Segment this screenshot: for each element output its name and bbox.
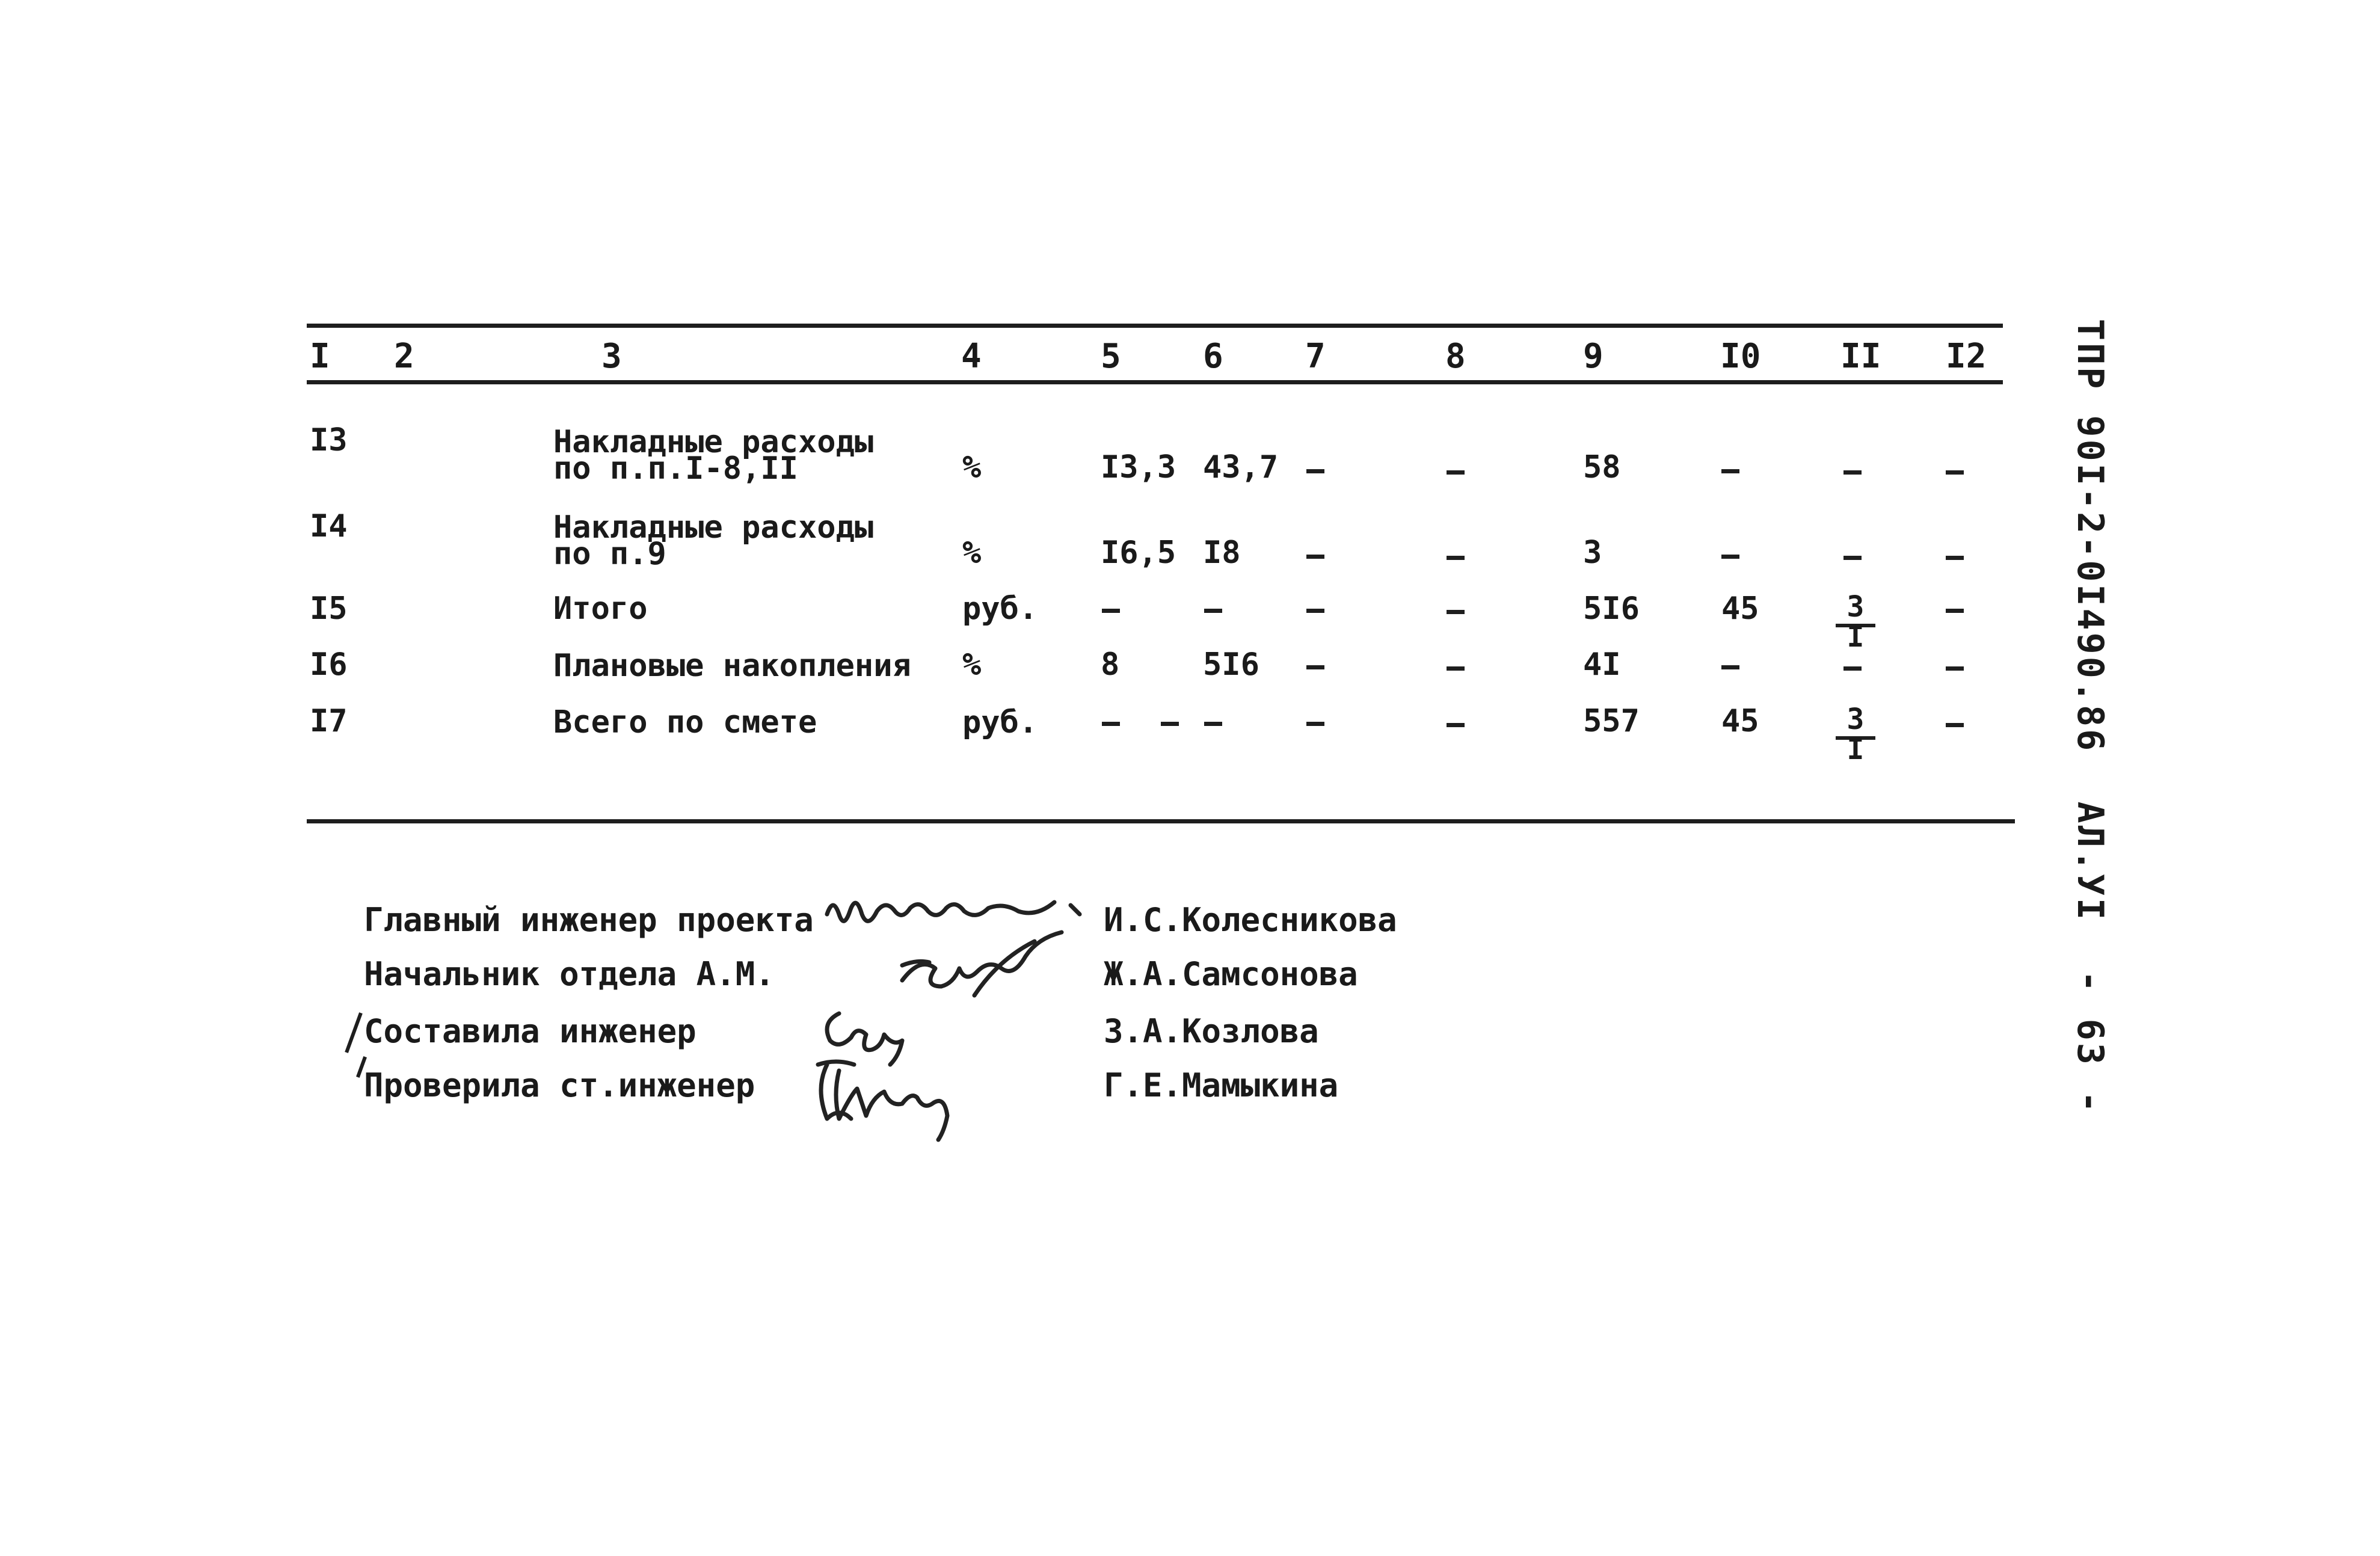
row-number: I3 (310, 422, 348, 458)
signature-role-chief-engineer: Главный инженер проекта (364, 901, 814, 939)
row-name-line2: по п.9 (553, 536, 666, 572)
row-col9: 557 (1583, 703, 1640, 739)
row-col11-fraction (1828, 705, 1883, 764)
row-number: I7 (310, 703, 348, 739)
col-header-6: 6 (1203, 337, 1223, 376)
dash-col8 (1447, 723, 1465, 727)
dash-col10 (1721, 665, 1739, 669)
dash-col7 (1306, 722, 1324, 726)
row-col9: 5I6 (1583, 591, 1640, 627)
col-header-10: I0 (1720, 337, 1761, 376)
fraction-denominator: I (1846, 620, 1865, 654)
dash-col12 (1946, 723, 1964, 727)
dash-col6 (1204, 609, 1222, 613)
handwritten-signature-2 (890, 929, 1071, 1013)
row-name-line1: Всего по смете (553, 704, 817, 740)
row-col5: I6,5 (1101, 535, 1176, 571)
signature-name-compiler: З.А.Козлова (1104, 1012, 1319, 1050)
handwritten-signature-3 (821, 1001, 917, 1056)
col-header-8: 8 (1445, 337, 1466, 376)
col-header-5: 5 (1101, 337, 1121, 376)
col-header-3: 3 (601, 337, 622, 376)
row-unit: руб. (962, 591, 1038, 627)
row-col5: I3,3 (1101, 449, 1176, 485)
margin-tick-mark (345, 1012, 363, 1053)
row-col10: 45 (1721, 591, 1759, 627)
dash-col5b (1161, 722, 1179, 726)
row-unit: % (962, 449, 982, 485)
col-header-11: II (1840, 337, 1881, 376)
table-top-rule (307, 324, 2003, 328)
dash-col12 (1946, 556, 1964, 560)
table-bottom-rule (307, 819, 2015, 823)
row-name-line2: по п.п.I-8,II (553, 451, 798, 487)
row-number: I6 (310, 647, 348, 683)
side-stamp-text: ТПР 90I-2-0I490.86 АЛ.УI - 63 - (2069, 319, 2111, 1116)
dash-col12 (1946, 666, 1964, 671)
row-name-line1: Накладные расходы (553, 509, 874, 546)
col-header-12: I2 (1946, 337, 1987, 376)
row-col9: 58 (1583, 449, 1621, 485)
handwritten-signature-4 (803, 1053, 971, 1137)
dash-col7 (1306, 469, 1324, 473)
signature-role-checker: Проверила ст.инженер (364, 1066, 755, 1104)
col-header-9: 9 (1583, 337, 1604, 376)
fraction-numerator: 3 (1846, 703, 1865, 736)
dash-col8 (1447, 556, 1465, 560)
dash-col8 (1447, 610, 1465, 614)
signature-role-compiler: Составила инженер (364, 1012, 696, 1050)
dash-col7 (1306, 665, 1324, 669)
dash-col11 (1843, 666, 1862, 671)
dash-col8 (1447, 666, 1465, 671)
row-name-line1: Накладные расходы (553, 424, 874, 460)
col-header-2: 2 (394, 337, 414, 376)
dash-col12 (1946, 470, 1964, 475)
table-header-rule (307, 380, 2003, 384)
fraction-numerator: 3 (1846, 590, 1865, 624)
signature-name-department-head: Ж.А.Самсонова (1104, 955, 1358, 993)
row-number: I4 (310, 508, 348, 544)
fraction-denominator: I (1846, 733, 1865, 766)
row-col10: 45 (1721, 703, 1759, 739)
dash-col5 (1102, 722, 1120, 726)
row-name-line1: Плановые накопления (553, 648, 911, 684)
row-col6: 5I6 (1203, 647, 1259, 683)
signature-name-chief-engineer: И.С.Колесникова (1104, 901, 1397, 939)
col-header-4: 4 (961, 337, 982, 376)
dash-col10 (1721, 555, 1739, 559)
dash-col7 (1306, 609, 1324, 613)
dash-col5 (1102, 609, 1120, 613)
row-col6: 43,7 (1203, 449, 1279, 485)
row-col11-fraction (1828, 590, 1883, 654)
row-name-line1: Итого (553, 591, 648, 627)
row-number: I5 (310, 591, 348, 627)
row-col9: 3 (1583, 535, 1602, 571)
document-side-stamp (2063, 319, 2117, 1116)
row-unit: % (962, 535, 982, 571)
dash-col12 (1946, 609, 1964, 613)
signature-name-checker: Г.Е.Мамыкина (1104, 1066, 1339, 1104)
dash-col11 (1843, 556, 1862, 560)
row-col6: I8 (1203, 535, 1241, 571)
row-col9: 4I (1583, 647, 1621, 683)
col-header-1: I (310, 337, 330, 376)
signature-role-department-head: Начальник отдела А.М. (364, 955, 775, 993)
row-unit: руб. (962, 704, 1038, 740)
row-unit: % (962, 647, 982, 683)
dash-col8 (1447, 470, 1465, 475)
dash-col6 (1204, 722, 1222, 726)
row-col5: 8 (1101, 647, 1120, 683)
dash-col11 (1843, 470, 1862, 475)
dash-col10 (1721, 469, 1739, 473)
dash-col7 (1306, 555, 1324, 559)
col-header-7: 7 (1305, 337, 1326, 376)
